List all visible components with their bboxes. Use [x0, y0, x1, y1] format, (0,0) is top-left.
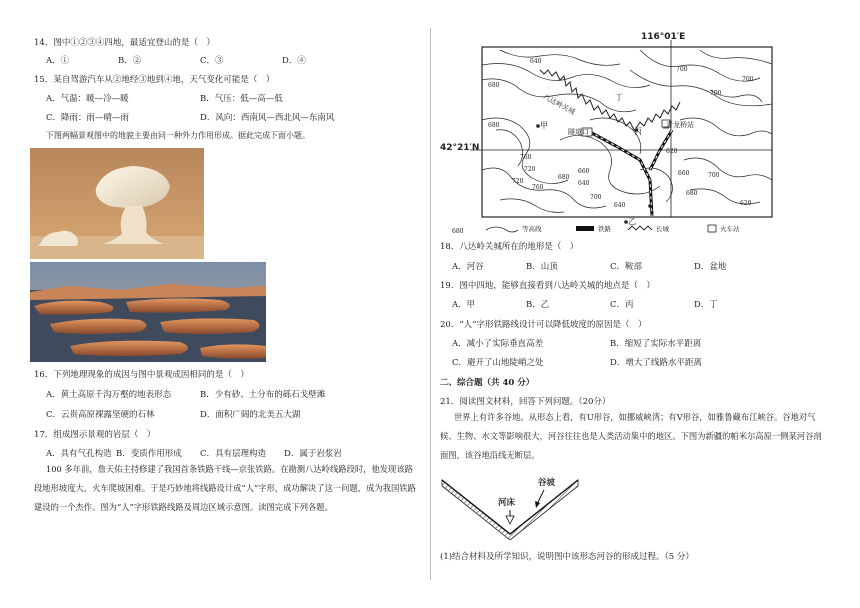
- contour-label: 700: [676, 66, 688, 73]
- q20-option-a[interactable]: A．减小了实际垂直高差: [452, 339, 544, 349]
- section-heading: 二、综合题（共 40 分）: [440, 378, 535, 388]
- q17-stem: 17．组成图示景观的岩层（ ）: [34, 430, 156, 440]
- q16-option-b[interactable]: B．少有砂、土分布的砾石戈壁滩: [200, 390, 326, 400]
- legend-contour-value: 680: [452, 228, 464, 235]
- q15-option-a[interactable]: A．气温：暖—冷—暖: [46, 94, 129, 104]
- legend-contour-text: 等高线: [522, 225, 542, 233]
- contour-map: [440, 30, 785, 240]
- contour-label: 720: [512, 178, 524, 185]
- contour-label: 640: [578, 180, 590, 187]
- contour-label: 620: [740, 200, 752, 207]
- badaling-pass-label: 八达岭关城: [541, 92, 577, 117]
- q18-option-c[interactable]: C．鞍部: [610, 262, 643, 272]
- legend-railway-text: 铁路: [598, 225, 611, 233]
- q19-option-b[interactable]: B．乙: [526, 300, 550, 310]
- q20-stem: 20．“人”字形铁路线设计可以降低坡度的原因是（ ）: [440, 320, 647, 330]
- valley-slope-label: 谷坡: [538, 478, 556, 488]
- contour-label: 680: [558, 174, 570, 181]
- q19-option-d[interactable]: D．丁: [694, 300, 718, 310]
- q21-subquestion-1: (1)结合材料及所学知识，说明图中该形态河谷的形成过程。（5 分）: [440, 552, 694, 562]
- q18-option-d[interactable]: D．盆地: [694, 262, 727, 272]
- q19-option-c[interactable]: C．丙: [610, 300, 634, 310]
- place-ding-label: 丁: [615, 93, 623, 102]
- q20-option-c[interactable]: C．避开了山地陡峭之处: [452, 358, 544, 368]
- q16-option-d[interactable]: D．面积广阔的北美五大湖: [200, 410, 301, 420]
- contour-label: 700: [590, 194, 602, 201]
- q16-stem: 16．下列地理现象的成因与图中景观成因相同的是（ ）: [34, 370, 249, 380]
- contour-label: 680: [686, 190, 698, 197]
- mushroom-rock-photo: [30, 148, 204, 259]
- legend-greatwall-text: 长城: [656, 225, 669, 233]
- photo-intro: 下图两幅景观图中的地貌主要由同一种外力作用形成。据此完成下面小题。: [46, 131, 310, 140]
- contour-label: 760: [520, 154, 532, 161]
- q14-stem: 14．图中①②③④四地，最适宜登山的是（ ）: [34, 38, 215, 48]
- contour-label: 640: [530, 58, 542, 65]
- column-divider: [430, 28, 431, 580]
- contour-label: 700: [710, 90, 722, 97]
- contour-label: 660: [678, 170, 690, 177]
- place-yi-label: 乙: [628, 217, 636, 226]
- map-latitude-label: 42°21′N: [440, 143, 480, 153]
- contour-label: 640: [614, 202, 626, 209]
- contour-label: 620: [666, 148, 678, 155]
- yardang-landscape-photo: [30, 262, 266, 362]
- place-jia-label: 甲: [540, 121, 548, 130]
- q14-option-c[interactable]: C．③: [200, 56, 224, 66]
- q16-option-c[interactable]: C．云贵高原裸露坚硬的石林: [46, 410, 155, 420]
- q15-option-c[interactable]: C．降雨：雨—晴—雨: [46, 113, 130, 123]
- contour-label: 660: [578, 168, 590, 175]
- map-longitude-label: 116°01′E: [641, 32, 686, 42]
- riverbed-label: 河床: [498, 498, 516, 508]
- contour-label: 700: [742, 76, 754, 83]
- q17-option-d[interactable]: D．属于岩浆岩: [284, 449, 342, 459]
- q15-stem: 15．某自驾游汽车从②地经③地到④地，天气变化可能是（ ）: [34, 75, 275, 85]
- q18-option-b[interactable]: B．山顶: [526, 262, 558, 272]
- q14-option-b[interactable]: B．②: [118, 56, 142, 66]
- place-bing-label: 丙: [634, 127, 642, 136]
- q15-option-d[interactable]: D．风向：西南风—西北风—东南风: [200, 113, 335, 123]
- q21-stem: 21．阅读图文材料，回答下列问题。（20分）: [440, 397, 611, 407]
- q19-option-a[interactable]: A．甲: [452, 300, 476, 310]
- q16-option-a[interactable]: A．黄土高原千沟万壑的地表形态: [46, 390, 172, 400]
- contour-label: 720: [524, 166, 536, 173]
- contour-label: 680: [488, 82, 500, 89]
- legend-station-text: 火车站: [720, 225, 740, 233]
- q17-option-c[interactable]: C．具有层理构造: [200, 449, 267, 459]
- q19-stem: 19．图中四地，能够直接看到八达岭关城的地点是（ ）: [440, 281, 655, 291]
- valley-cross-section-diagram: [440, 476, 580, 540]
- contour-label: 760: [532, 184, 544, 191]
- contour-label: 700: [708, 172, 720, 179]
- q14-option-d[interactable]: D．④: [282, 56, 306, 66]
- q18-stem: 18．八达岭关城所在的地形是（ ）: [440, 242, 579, 252]
- contour-label: 680: [488, 122, 500, 129]
- q21-material-paragraph: 世界上有许多谷地。从形态上看，有U形谷，如挪威峡湾；有V形谷，如雅鲁藏布江峡谷。谷地对气候、生物、水文等影响很大，河谷往往也是人类活动集中的地区。下图为新疆的帕米尔高原一侧某河谷剖面图，该谷地沿线无断层。: [440, 412, 822, 460]
- q15-option-b[interactable]: B．气压：低—高—低: [200, 94, 283, 104]
- tunnel-label: 隧道口: [568, 128, 589, 136]
- railway-intro-paragraph: 100 多年前，詹天佑主持修建了我国首条铁路干线—京张铁路。在勘测八达岭线路段时，他发现该路段地形坡度大，火车爬坡困难。于是巧妙地将线路设计成“人”字形，成功解决了这一问题，成为我国铁路建设的一个杰作。图为“人”字形铁路线路及周边区域示意图。读图完成下列各题。: [34, 464, 416, 512]
- q18-option-a[interactable]: A．河谷: [452, 262, 484, 272]
- q20-option-d[interactable]: D．增大了线路水平距离: [610, 358, 702, 368]
- q17-option-b[interactable]: B．变质作用形成: [116, 449, 182, 459]
- q14-option-a[interactable]: A．①: [46, 56, 70, 66]
- q17-option-a[interactable]: A．具有气孔构造: [46, 449, 112, 459]
- q20-option-b[interactable]: B．缩短了实际水平距离: [610, 339, 702, 349]
- qinglongqiao-station-label: 青龙桥站: [666, 121, 694, 129]
